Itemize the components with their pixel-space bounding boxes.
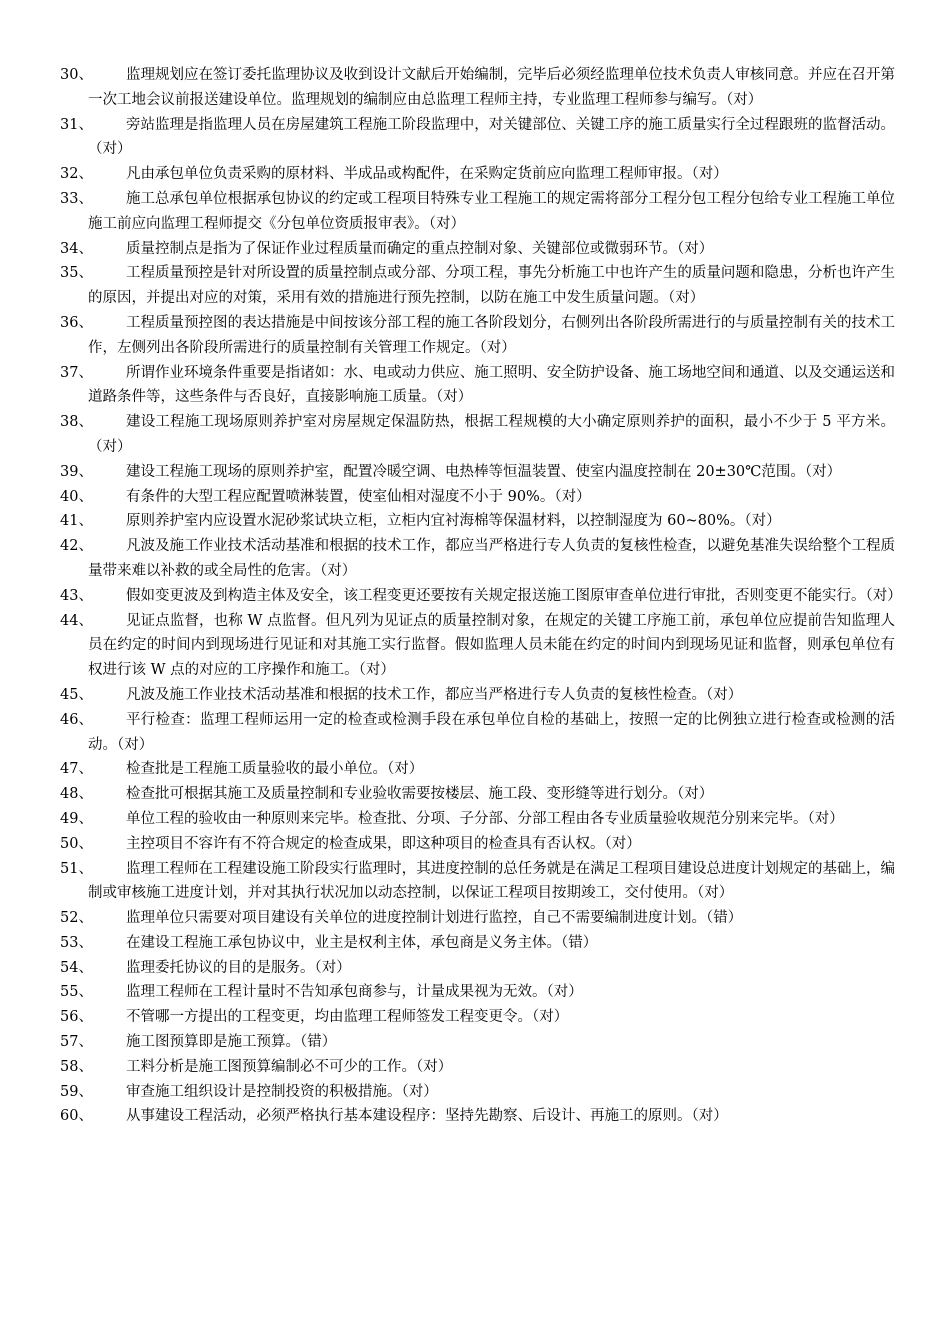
list-item bbox=[60, 980, 895, 1005]
list-item bbox=[60, 534, 895, 584]
item-text: 工程质量预控图的表达措施是中间按该分部工程的施工各阶段划分，右侧列出各阶段所需进行的与质量控制有关的技术工作，左侧列出各阶段所需进行的质量控制有关管理工作规定。（对） bbox=[88, 314, 895, 356]
list-item bbox=[60, 609, 895, 683]
item-number: 50、 bbox=[60, 835, 93, 852]
item-text: 在建设工程施工承包协议中，业主是权利主体，承包商是义务主体。（错） bbox=[126, 934, 598, 951]
item-text: 原则养护室内应设置水泥砂浆试块立柜，立柜内宜衬海棉等保温材料，以控制湿度为 60~80%。（对） bbox=[126, 513, 781, 530]
item-number: 33、 bbox=[60, 190, 93, 207]
item-text: 质量控制点是指为了保证作业过程质量而确定的重点控制对象、关键部位或微弱环节。（对） bbox=[126, 240, 714, 257]
item-text: 见证点监督，也称 W 点监督。但凡列为见证点的质量控制对象，在规定的关键工序施工前，承包单位应提前告知监理人员在约定的时间内到现场进行见证和对其施工实行监督。假如监理人员未能在约定的时间内到现场见证和监督，则承包单位有权进行该 W 点的对应的工序操作和施工。（对） bbox=[88, 612, 895, 679]
item-text: 假如变更波及到构造主体及安全，该工程变更还要按有关规定报送施工图原审查单位进行审批，否则变更不能实行。（对） bbox=[126, 587, 902, 604]
list-item bbox=[60, 1104, 895, 1129]
list-item bbox=[60, 509, 895, 534]
list-item bbox=[60, 757, 895, 782]
item-text: 检查批可根据其施工及质量控制和专业验收需要按楼层、施工段、变形缝等进行划分。（对） bbox=[126, 786, 714, 803]
item-number: 32、 bbox=[60, 166, 93, 183]
item-number: 38、 bbox=[60, 414, 93, 431]
item-number: 49、 bbox=[60, 810, 93, 827]
item-text: 工程质量预控是针对所设置的质量控制点或分部、分项工程，事先分析施工中也许产生的质量问题和隐患，分析也许产生的原因，并提出对应的对策，采用有效的措施进行预先控制，以防在施工中发生质量问题。（对） bbox=[88, 265, 895, 307]
list-item bbox=[60, 410, 895, 460]
list-item bbox=[60, 311, 895, 361]
list-item bbox=[60, 237, 895, 262]
item-text: 主控项目不容许有不符合规定的检查成果，即这种项目的检查具有否认权。（对） bbox=[126, 835, 641, 852]
list-item bbox=[60, 708, 895, 758]
item-number: 42、 bbox=[60, 538, 93, 555]
item-text: 建设工程施工现场的原则养护室，配置冷暖空调、电热棒等恒温装置、使室内温度控制在 20±30℃范围。（对） bbox=[126, 463, 842, 480]
item-number: 31、 bbox=[60, 116, 93, 133]
item-text: 凡波及施工作业技术活动基准和根据的技术工作，都应当严格进行专人负责的复核性检查。（对） bbox=[126, 686, 743, 703]
list-item bbox=[60, 261, 895, 311]
item-text: 工料分析是施工图预算编制必不可少的工作。（对） bbox=[126, 1058, 453, 1075]
item-number: 53、 bbox=[60, 934, 93, 951]
list-item bbox=[60, 683, 895, 708]
item-number: 35、 bbox=[60, 265, 93, 282]
item-text: 监理规划应在签订委托监理协议及收到设计文献后开始编制，完毕后必须经监理单位技术负责人审核同意。并应在召开第一次工地会议前报送建设单位。监理规划的编制应由总监理工程师主持，专业监理工程师参与编写。（对） bbox=[88, 67, 895, 108]
item-text: 监理委托协议的目的是服务。（对） bbox=[126, 959, 351, 976]
list-item bbox=[60, 832, 895, 857]
item-number: 52、 bbox=[60, 910, 93, 927]
item-text: 所谓作业环境条件重要是指诸如：水、电或动力供应、施工照明、安全防护设备、施工场地空间和通道、以及交通运送和道路条件等，这些条件与否良好，直接影响施工质量。（对） bbox=[88, 364, 895, 406]
item-number: 56、 bbox=[60, 1009, 93, 1026]
item-number: 60、 bbox=[60, 1108, 93, 1125]
item-number: 40、 bbox=[60, 488, 93, 505]
item-text: 平行检查：监理工程师运用一定的检查或检测手段在承包单位自检的基础上，按照一定的比例独立进行检查或检测的活动。（对） bbox=[88, 711, 895, 753]
list-item bbox=[60, 1080, 895, 1105]
item-number: 45、 bbox=[60, 686, 93, 703]
item-text: 监理工程师在工程计量时不告知承包商参与，计量成果视为无效。（对） bbox=[126, 984, 583, 1001]
item-number: 37、 bbox=[60, 364, 93, 381]
list-item bbox=[60, 906, 895, 931]
list-item bbox=[60, 460, 895, 485]
list-item bbox=[60, 931, 895, 956]
item-number: 55、 bbox=[60, 984, 93, 1001]
item-text: 建设工程施工现场原则养护室对房屋规定保温防热，根据工程规模的大小确定原则养护的面积，最小不少于 5 平方米。（对） bbox=[88, 414, 895, 455]
list-item bbox=[60, 361, 895, 411]
list-item bbox=[60, 1030, 895, 1055]
item-text: 单位工程的验收由一种原则来完毕。检查批、分项、子分部、分部工程由各专业质量验收规范分别来完毕。（对） bbox=[126, 810, 844, 827]
item-number: 30、 bbox=[60, 67, 93, 83]
item-number: 48、 bbox=[60, 786, 93, 803]
list-item bbox=[60, 857, 895, 907]
item-text: 检查批是工程施工质量验收的最小单位。（对） bbox=[126, 761, 424, 778]
list-item bbox=[60, 113, 895, 163]
item-number: 54、 bbox=[60, 959, 93, 976]
list-item bbox=[60, 162, 895, 187]
item-text: 施工总承包单位根据承包协议的约定或工程项目特殊专业工程施工的规定需将部分工程分包工程分包给专业工程施工单位施工前应向监理工程师提交《分包单位资质报审表》。（对） bbox=[88, 190, 895, 232]
item-number: 47、 bbox=[60, 761, 93, 778]
item-number: 36、 bbox=[60, 314, 93, 331]
list-item bbox=[60, 187, 895, 237]
item-number: 58、 bbox=[60, 1058, 93, 1075]
list-item bbox=[60, 782, 895, 807]
list-item bbox=[60, 63, 895, 113]
item-number: 59、 bbox=[60, 1083, 93, 1100]
list-item bbox=[60, 485, 895, 510]
item-number: 43、 bbox=[60, 587, 93, 604]
item-number: 57、 bbox=[60, 1034, 93, 1051]
item-number: 41、 bbox=[60, 513, 93, 530]
item-text: 凡由承包单位负责采购的原材料、半成品或构配件，在采购定货前应向监理工程师审报。（对） bbox=[126, 166, 728, 183]
item-number: 34、 bbox=[60, 240, 93, 257]
item-text: 不管哪一方提出的工程变更，均由监理工程师签发工程变更令。（对） bbox=[126, 1009, 569, 1026]
item-text: 旁站监理是指监理人员在房屋建筑工程施工阶段监理中，对关键部位、关键工序的施工质量实行全过程跟班的监督活动。（对） bbox=[88, 116, 895, 158]
question-list bbox=[60, 63, 902, 1129]
list-item bbox=[60, 956, 895, 981]
item-number: 51、 bbox=[60, 860, 93, 877]
item-text: 从事建设工程活动，必须严格执行基本建设程序：坚持先勘察、后设计、再施工的原则。（对） bbox=[126, 1108, 728, 1125]
item-text: 审查施工组织设计是控制投资的积极措施。（对） bbox=[126, 1083, 438, 1100]
item-text: 监理工程师在工程建设施工阶段实行监理时，其进度控制的总任务就是在满足工程项目建设总进度计划规定的基础上，编制或审核施工进度计划，并对其执行状况加以动态控制，以保证工程项目按期竣工，交付使用。（对） bbox=[88, 860, 895, 902]
list-item bbox=[60, 807, 895, 832]
list-item bbox=[60, 584, 902, 609]
item-number: 39、 bbox=[60, 463, 93, 480]
item-text: 监理单位只需要对项目建设有关单位的进度控制计划进行监控，自己不需要编制进度计划。（错） bbox=[126, 910, 743, 927]
list-item bbox=[60, 1005, 895, 1030]
item-text: 施工图预算即是施工预算。（错） bbox=[126, 1034, 337, 1051]
list-item bbox=[60, 1055, 895, 1080]
item-number: 46、 bbox=[60, 711, 93, 728]
item-text: 有条件的大型工程应配置喷淋装置，使室仙相对湿度不小于 90%。（对） bbox=[126, 488, 591, 505]
item-text: 凡波及施工作业技术活动基准和根据的技术工作，都应当严格进行专人负责的复核性检查，以避免基准失误给整个工程质量带来难以补救的或全局性的危害。（对） bbox=[88, 538, 895, 579]
item-number: 44、 bbox=[60, 612, 93, 629]
